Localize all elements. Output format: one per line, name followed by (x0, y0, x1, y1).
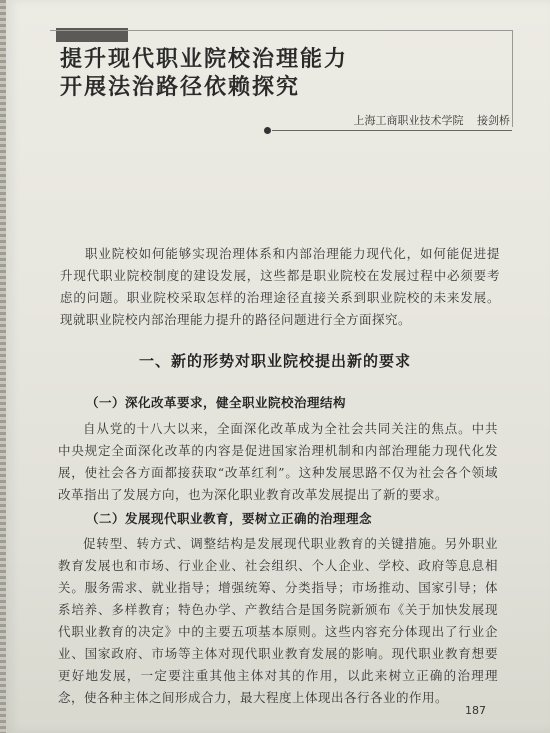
author-name: 接剑桥 (477, 114, 510, 127)
byline (354, 112, 511, 128)
author-affiliation: 上海工商职业技术学院 (353, 114, 464, 127)
subsection-1-heading: （一）深化改革要求，健全职业院校治理结构 (86, 395, 347, 410)
subsection-1-paragraph: 自从党的十八大以来，全面深化改革成为全社会共同关注的焦点。中共中央规定全面深化改革的内容是促进国家治理机制和内部治理能力现代化发展，使社会各方面都接获取“改革红利”。这种发展思路不仅为社会各个领域改革指出了发展方向，也为深化职业教育改革发展提出了新的要求。 (58, 421, 498, 502)
article-title (60, 46, 480, 102)
subsection-2-paragraph: 促转型、转方式、调整结构是发展现代职业教育的关键措施。另外职业教育发展也和市场、行业企业、社会组织、个人企业、学校、政府等息息相关。服务需求、就业指导；增强统筹、分类指导；市场推动、国家引导；体系培养、多样教育；特色办学、产教结合是国务院新颁布《关于加快发展现代职业教育的决定》中的主要五项基本原则。这些内容充分体现出了行业企业、国家政府、市场等主体对现代职业教育发展的影响。现代职业教育想要更好地发展，一定要注重其他主体对其的作用，以此来树立正确的治理理念，使各种主体之间形成合力，最大程度上体现出各行各业的作用。 (58, 536, 498, 705)
byline-rule-dot (264, 127, 271, 134)
title-line-1: 提升现代职业院校治理能力 (60, 47, 349, 72)
intro-paragraph: 职业院校如何能够实现治理体系和内部治理能力现代化，如何能促进提升现代职业院校制度的建设发展，这些都是职业院校在发展过程中必须要考虑的问题。职业院校采取怎样的治理途径直接关系到职业院校的未来发展。现就职业院校内部治理能力提升的路径问题进行全方面探究。 (60, 246, 500, 327)
title-line-2: 开展法治路径依赖探究 (60, 75, 301, 100)
section-1-heading: 一、新的形势对职业院校提出新的要求 (138, 352, 411, 370)
subsection-2-heading: （二）发展现代职业教育，要树立正确的治理理念 (86, 511, 373, 526)
byline-rule (272, 130, 512, 131)
page-number: 187 (465, 704, 486, 717)
